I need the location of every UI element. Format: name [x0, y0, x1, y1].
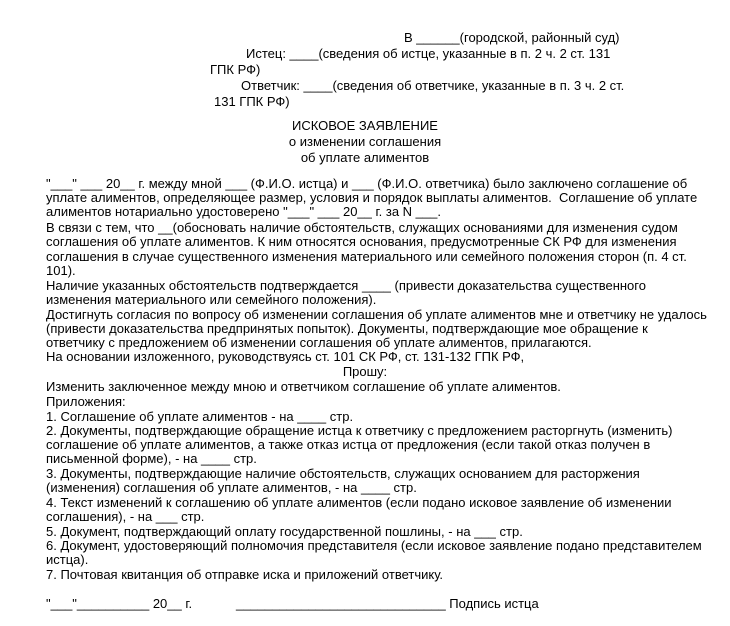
attachment-2-line-1: 2. Документы, подтверждающие обращение истца к ответчику с предложением расторгнуть (изменить)	[46, 423, 673, 438]
paragraph-1-line-2: уплате алиментов, определяющее размер, условия и порядок выплаты алиментов. Соглашение об уплате	[46, 190, 698, 205]
attachment-1: 1. Соглашение об уплате алиментов - на ____ стр.	[46, 409, 354, 424]
paragraph-4-line-1: Достигнуть согласия по вопросу об изменении соглашения об уплате алиментов мне и ответчику не удалось	[46, 307, 707, 322]
document-subtitle-2: об уплате алиментов	[300, 150, 430, 165]
plaintiff-line-2: ГПК РФ)	[210, 62, 261, 77]
signature-line: _____________________________ Подпись истца	[236, 596, 539, 611]
paragraph-4-line-2: (привести доказательства предпринятых попыток). Документы, подтверждающие мое обращение к	[46, 321, 648, 336]
attachments-heading: Приложения:	[46, 394, 126, 409]
paragraph-2-line-3: соглашения в случае существенного изменения материального или семейного положения сторон (п. 4 ст.	[46, 249, 687, 264]
attachment-7: 7. Почтовая квитанция об отправке иска и приложений ответчику.	[46, 567, 444, 582]
paragraph-2-line-4: 101).	[46, 263, 76, 278]
attachment-6-line-2: истца).	[46, 552, 89, 567]
document-title: ИСКОВОЕ ЗАЯВЛЕНИЕ	[292, 118, 438, 133]
attachment-6-line-1: 6. Документ, удостоверяющий полномочия представителя (если исковое заявление подано представителем	[46, 538, 702, 553]
date-line: "___"__________ 20__ г.	[46, 596, 193, 611]
attachment-2-line-3: письменной форме), - на ____ стр.	[46, 451, 257, 466]
paragraph-2-line-1: В связи с тем, что __(обосновать наличие обстоятельств, служащих основаниями для изменения судом	[46, 220, 678, 235]
attachment-4-line-1: 4. Текст изменений к соглашению об уплате алиментов (если подано исковое заявление об изменении	[46, 495, 672, 510]
request-heading: Прошу:	[342, 364, 388, 379]
paragraph-1-line-1: "___" ___ 20__ г. между мной ___ (Ф.И.О. истца) и ___ (Ф.И.О. ответчика) было заключено соглашение об	[46, 176, 688, 191]
paragraph-3-line-1: Наличие указанных обстоятельств подтверждается ____ (привести доказательства существенного	[46, 278, 646, 293]
document-subtitle-1: о изменении соглашения	[288, 134, 442, 149]
attachment-2-line-2: соглашение об уплате алиментов, а также отказ истца от предложения (если такой отказ получен в	[46, 437, 651, 452]
defendant-line-2: 131 ГПК РФ)	[214, 94, 290, 109]
attachment-4-line-2: соглашения), - на ___ стр.	[46, 509, 205, 524]
court-line: В ______(городской, районный суд)	[404, 30, 620, 45]
plaintiff-line-1: Истец: ____(сведения об истце, указанные в п. 2 ч. 2 ст. 131	[246, 46, 611, 61]
defendant-line-1: Ответчик: ____(сведения об ответчике, указанные в п. 3 ч. 2 ст.	[241, 78, 625, 93]
paragraph-3-line-2: изменения материального или семейного положения).	[46, 292, 377, 307]
paragraph-1-line-3: алиментов нотариально удостоверено "___" ___ 20__ г. за N ___.	[46, 204, 441, 219]
attachment-3-line-2: (изменения) соглашения об уплате алиментов, - на ____ стр.	[46, 480, 417, 495]
attachment-3-line-1: 3. Документы, подтверждающие наличие обстоятельств, служащих основанием для расторжения	[46, 466, 640, 481]
paragraph-5-line-1: На основании изложенного, руководствуясь ст. 101 СК РФ, ст. 131-132 ГПК РФ,	[46, 349, 525, 364]
paragraph-4-line-3: ответчику с предложением об изменении соглашения об уплате алиментов, прилагаются.	[46, 335, 592, 350]
paragraph-2-line-2: соглашения об уплате алиментов. К ним относятся основания, предусмотренные СК РФ для изменения	[46, 234, 677, 249]
attachment-5: 5. Документ, подтверждающий оплату государственной пошлины, - на ___ стр.	[46, 524, 523, 539]
request-text: Изменить заключенное между мною и ответчиком соглашение об уплате алиментов.	[46, 379, 561, 394]
